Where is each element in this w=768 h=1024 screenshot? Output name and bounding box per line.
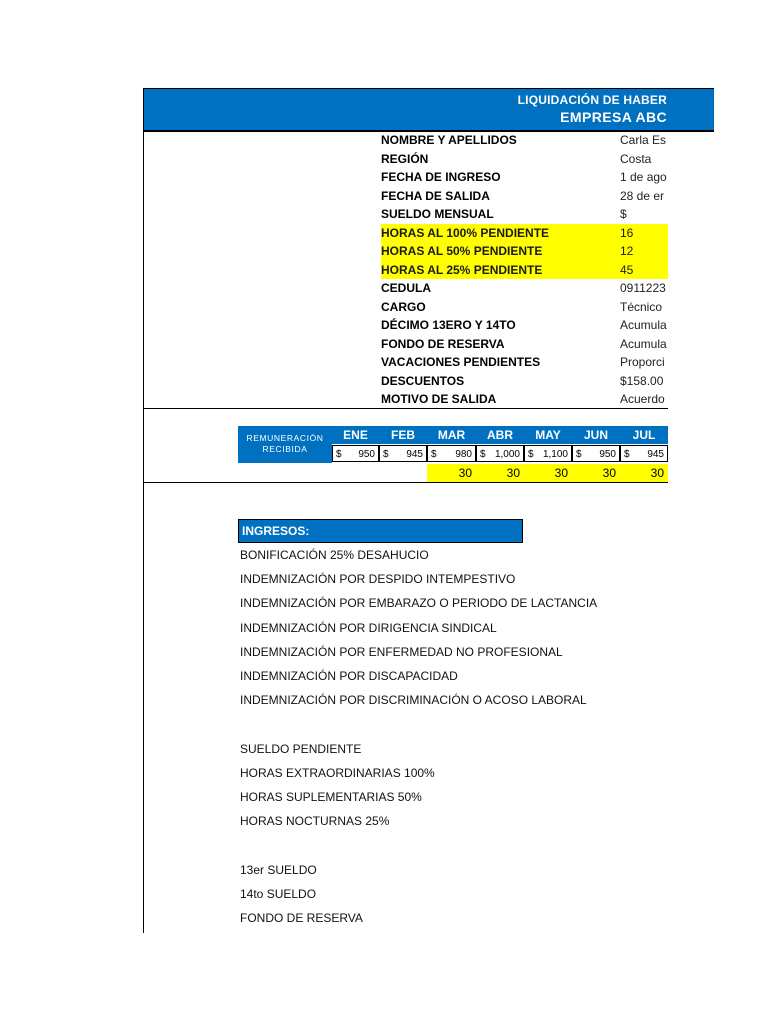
currency-symbol: $ [624, 449, 630, 460]
info-value: Carla Es [620, 133, 667, 147]
info-row [381, 131, 668, 150]
amount-cell [572, 445, 620, 462]
ingresos-item: HORAS SUPLEMENTARIAS 50% [240, 790, 422, 804]
currency-symbol: $ [383, 449, 389, 460]
info-row [381, 168, 668, 187]
days-cell: 30 [650, 466, 664, 480]
info-label: FONDO DE RESERVA [381, 336, 505, 351]
info-label: VACACIONES PENDIENTES [381, 355, 541, 369]
ingresos-item: HORAS NOCTURNAS 25% [240, 814, 390, 829]
left-border-line [143, 88, 144, 933]
ingresos-item: INDEMNIZACIÓN POR ENFERMEDAD NO PROFESIONAL [240, 644, 563, 659]
month-header-abr: ABR [487, 428, 513, 442]
currency-symbol: $ [431, 449, 437, 460]
company-name: EMPRESA ABC [560, 109, 667, 125]
section-divider [144, 408, 668, 409]
employee-info-table [381, 131, 668, 409]
amount-cell [379, 445, 427, 462]
title-band [144, 88, 714, 132]
info-value: 16 [620, 225, 634, 240]
info-row [381, 353, 668, 372]
info-value: 0911223 [620, 281, 666, 295]
amount-value: 945 [647, 449, 664, 460]
amount-cell [332, 445, 379, 462]
currency-symbol: $ [480, 449, 486, 460]
amount-value: 945 [406, 449, 423, 460]
currency-symbol: $ [576, 449, 582, 460]
ingresos-item: INDEMNIZACIÓN POR DISCAPACIDAD [240, 669, 458, 683]
info-row [381, 242, 668, 261]
info-value: Acumula [620, 318, 667, 332]
info-value: 28 de er [620, 188, 665, 203]
info-value: 1 de ago [620, 170, 667, 184]
amount-cell [524, 445, 572, 462]
ingresos-item: INDEMNIZACIÓN POR DIRIGENCIA SINDICAL [240, 620, 497, 635]
currency-symbol: $ [336, 449, 342, 460]
amount-value: 1,000 [494, 449, 520, 460]
info-label: HORAS AL 25% PENDIENTE [381, 262, 543, 277]
info-row [381, 187, 668, 206]
days-cell: 30 [506, 466, 520, 480]
ingresos-item: HORAS EXTRAORDINARIAS 100% [240, 765, 435, 780]
amount-cell [476, 445, 524, 462]
ingresos-item: INDEMNIZACIÓN POR DESPIDO INTEMPESTIVO [240, 572, 516, 587]
info-label: REGIÓN [381, 151, 429, 166]
amount-cell [620, 445, 668, 462]
amount-value: 950 [599, 449, 616, 460]
info-row [381, 316, 668, 335]
remuneration-label-line2: RECIBIDA [262, 444, 308, 454]
ingresos-item: INDEMNIZACIÓN POR DISCRIMINACIÓN O ACOSO LABORAL [240, 693, 587, 708]
section-divider [144, 482, 668, 483]
month-header-ene: ENE [343, 428, 368, 442]
info-value: $158.00 [620, 373, 664, 388]
info-row [381, 298, 668, 317]
info-label: DÉCIMO 13ERO Y 14TO [381, 318, 516, 332]
ingresos-item: 14to SUELDO [240, 886, 317, 901]
ingresos-item: SUELDO PENDIENTE [240, 741, 362, 756]
info-value: Acuerdo [620, 392, 665, 406]
info-label: DESCUENTOS [381, 373, 465, 388]
info-row [381, 261, 668, 280]
info-label: NOMBRE Y APELLIDOS [381, 133, 517, 147]
currency-symbol: $ [528, 449, 534, 460]
info-label: HORAS AL 50% PENDIENTE [381, 244, 543, 258]
info-value: 12 [620, 244, 634, 258]
month-header-row [332, 426, 668, 444]
ingresos-item: INDEMNIZACIÓN POR EMBARAZO O PERIODO DE LACTANCIA [240, 596, 598, 611]
days-cell: 30 [458, 466, 472, 480]
amount-cell [427, 445, 476, 462]
info-row [381, 205, 668, 224]
document-title: LIQUIDACIÓN DE HABER [517, 93, 667, 107]
info-row [381, 150, 668, 169]
info-row [381, 390, 668, 409]
info-label: CEDULA [381, 281, 431, 295]
info-label: HORAS AL 100% PENDIENTE [381, 225, 550, 240]
info-value: 45 [620, 262, 634, 277]
info-row [381, 335, 668, 354]
info-value: Proporci [620, 355, 665, 369]
remuneration-label [238, 426, 332, 463]
days-cell: 30 [602, 466, 616, 480]
info-row [381, 279, 668, 298]
info-row [381, 224, 668, 243]
amount-row [332, 445, 668, 463]
month-header-feb: FEB [391, 428, 415, 442]
info-value: $ [620, 207, 627, 221]
amount-value: 1,100 [542, 449, 568, 460]
ingresos-header: INGRESOS: [238, 519, 523, 543]
ingresos-item: 13er SUELDO [240, 862, 317, 877]
info-label: CARGO [381, 299, 426, 314]
days-row [427, 464, 668, 482]
info-value: Costa [620, 151, 652, 166]
amount-value: 950 [358, 449, 375, 460]
info-value: Acumula [620, 336, 667, 351]
amount-value: 980 [455, 449, 472, 460]
info-value: Técnico [620, 299, 663, 314]
month-header-jul: JUL [632, 428, 656, 442]
month-header-mar: MAR [437, 428, 466, 442]
info-label: MOTIVO DE SALIDA [381, 392, 497, 406]
info-label: SUELDO MENSUAL [381, 207, 494, 221]
ingresos-item: FONDO DE RESERVA [240, 911, 363, 925]
month-header-jun: JUN [583, 428, 608, 442]
remuneration-label-line1: REMUNERACIÓN [246, 433, 324, 443]
month-header-may: MAY [535, 428, 561, 442]
info-label: FECHA DE SALIDA [381, 188, 490, 203]
ingresos-item: BONIFICACIÓN 25% DESAHUCIO [240, 548, 429, 562]
info-row [381, 372, 668, 391]
info-label: FECHA DE INGRESO [381, 170, 501, 184]
days-cell: 30 [554, 466, 568, 480]
